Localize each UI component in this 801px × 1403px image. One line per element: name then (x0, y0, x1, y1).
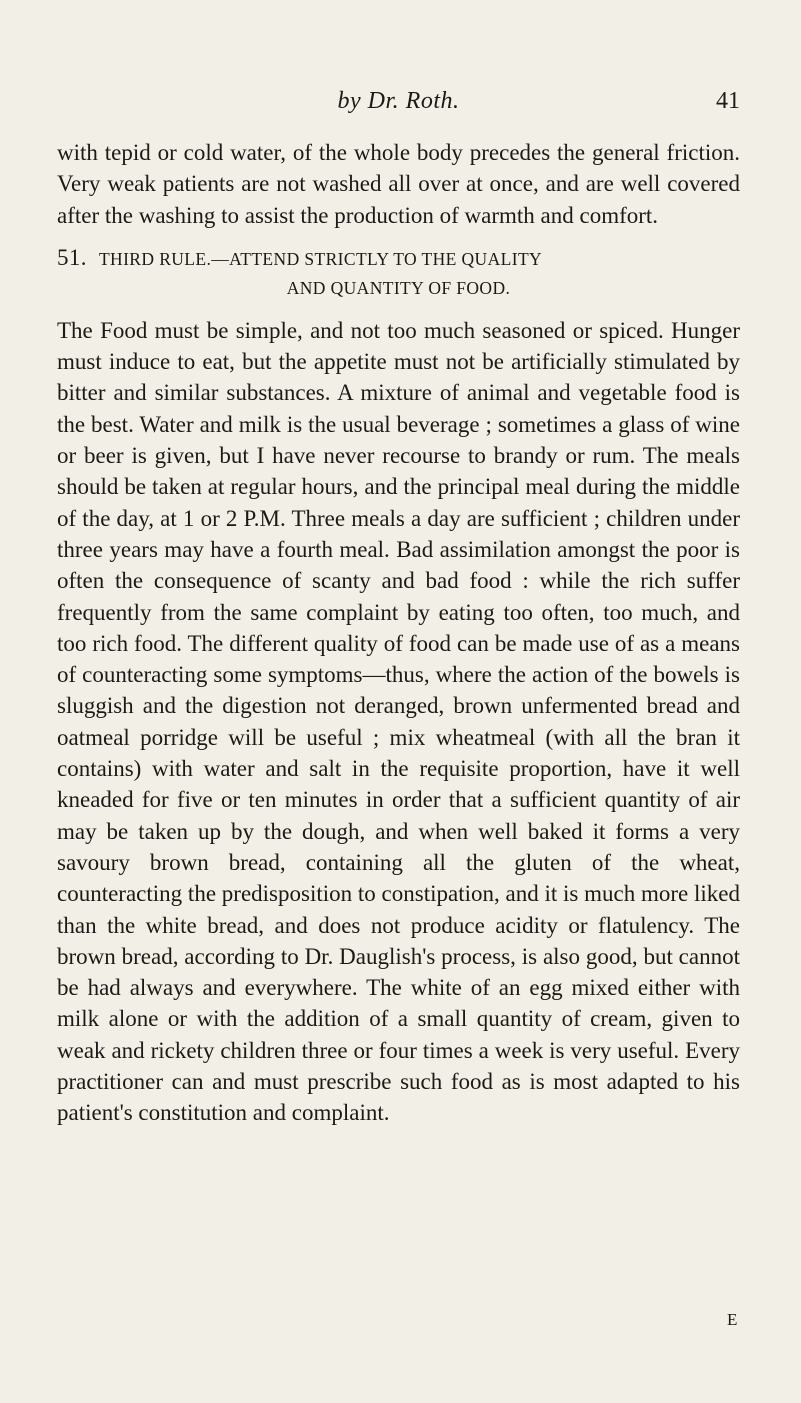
body-text (57, 137, 740, 1129)
page-number: 41 (716, 88, 740, 114)
section-heading-line1 (57, 243, 740, 274)
paragraph-continuation: with tepid or cold water, of the whole body precedes the general friction. Very weak patients are not washed all over at once, and are well covered after the washing to assist the production of warmth and comfort. (57, 140, 740, 228)
paragraph-food-rule: The Food must be simple, and not too much seasoned or spiced. Hunger must induce to eat, but the appetite must not be artificially stimulated by bitter and similar substances. A mixture of animal and vegetable food is the best. Water and milk is the usual beverage ; sometimes a glass of wine or beer is given, but I have never recourse to brandy or rum. The meals should be taken at regular hours, and the principal meal during the middle of the day, at 1 or 2 P.M. Three meals a day are sufficient ; children under three years may have a fourth meal. Bad assimilation amongst the poor is often the consequence of scanty and bad food : while the rich suffer frequently from the same complaint by eating too often, too much, and too rich food. The different quality of food can be made use of as a means of counteracting some symptoms—thus, where the action of the bowels is sluggish and the digestion not deranged, brown unfermented bread and oatmeal porridge will be useful ; mix wheatmeal (with all the bran it contains) with water and salt in the requisite proportion, have it well kneaded for five or ten minutes in order that a sufficient quantity of air may be taken up by the dough, and when well baked it forms a very savoury brown bread, containing all the gluten of the wheat, counteracting the predisposition to constipation, and it is much more liked than the white bread, and does not produce acidity or flatulency. The brown bread, according to Dr. Dauglish's process, is also good, but cannot be had always and everywhere. The white of an egg mixed either with milk alone or with the addition of a small quantity of cream, given to weak and rickety children three or four times a week is very useful. Every practitioner can and must prescribe such food as is most adapted to his patient's constitution and complaint. (57, 317, 740, 1126)
running-head (57, 86, 740, 116)
running-title: by Dr. Roth. (337, 88, 460, 114)
signature-mark: E (727, 1310, 738, 1329)
section-heading-title: THIRD RULE.—ATTEND STRICTLY TO THE QUALITY (98, 248, 543, 269)
section-heading-line2: AND QUANTITY OF FOOD. (286, 277, 511, 298)
section-number: 51. (57, 244, 87, 270)
section-heading (57, 243, 740, 303)
